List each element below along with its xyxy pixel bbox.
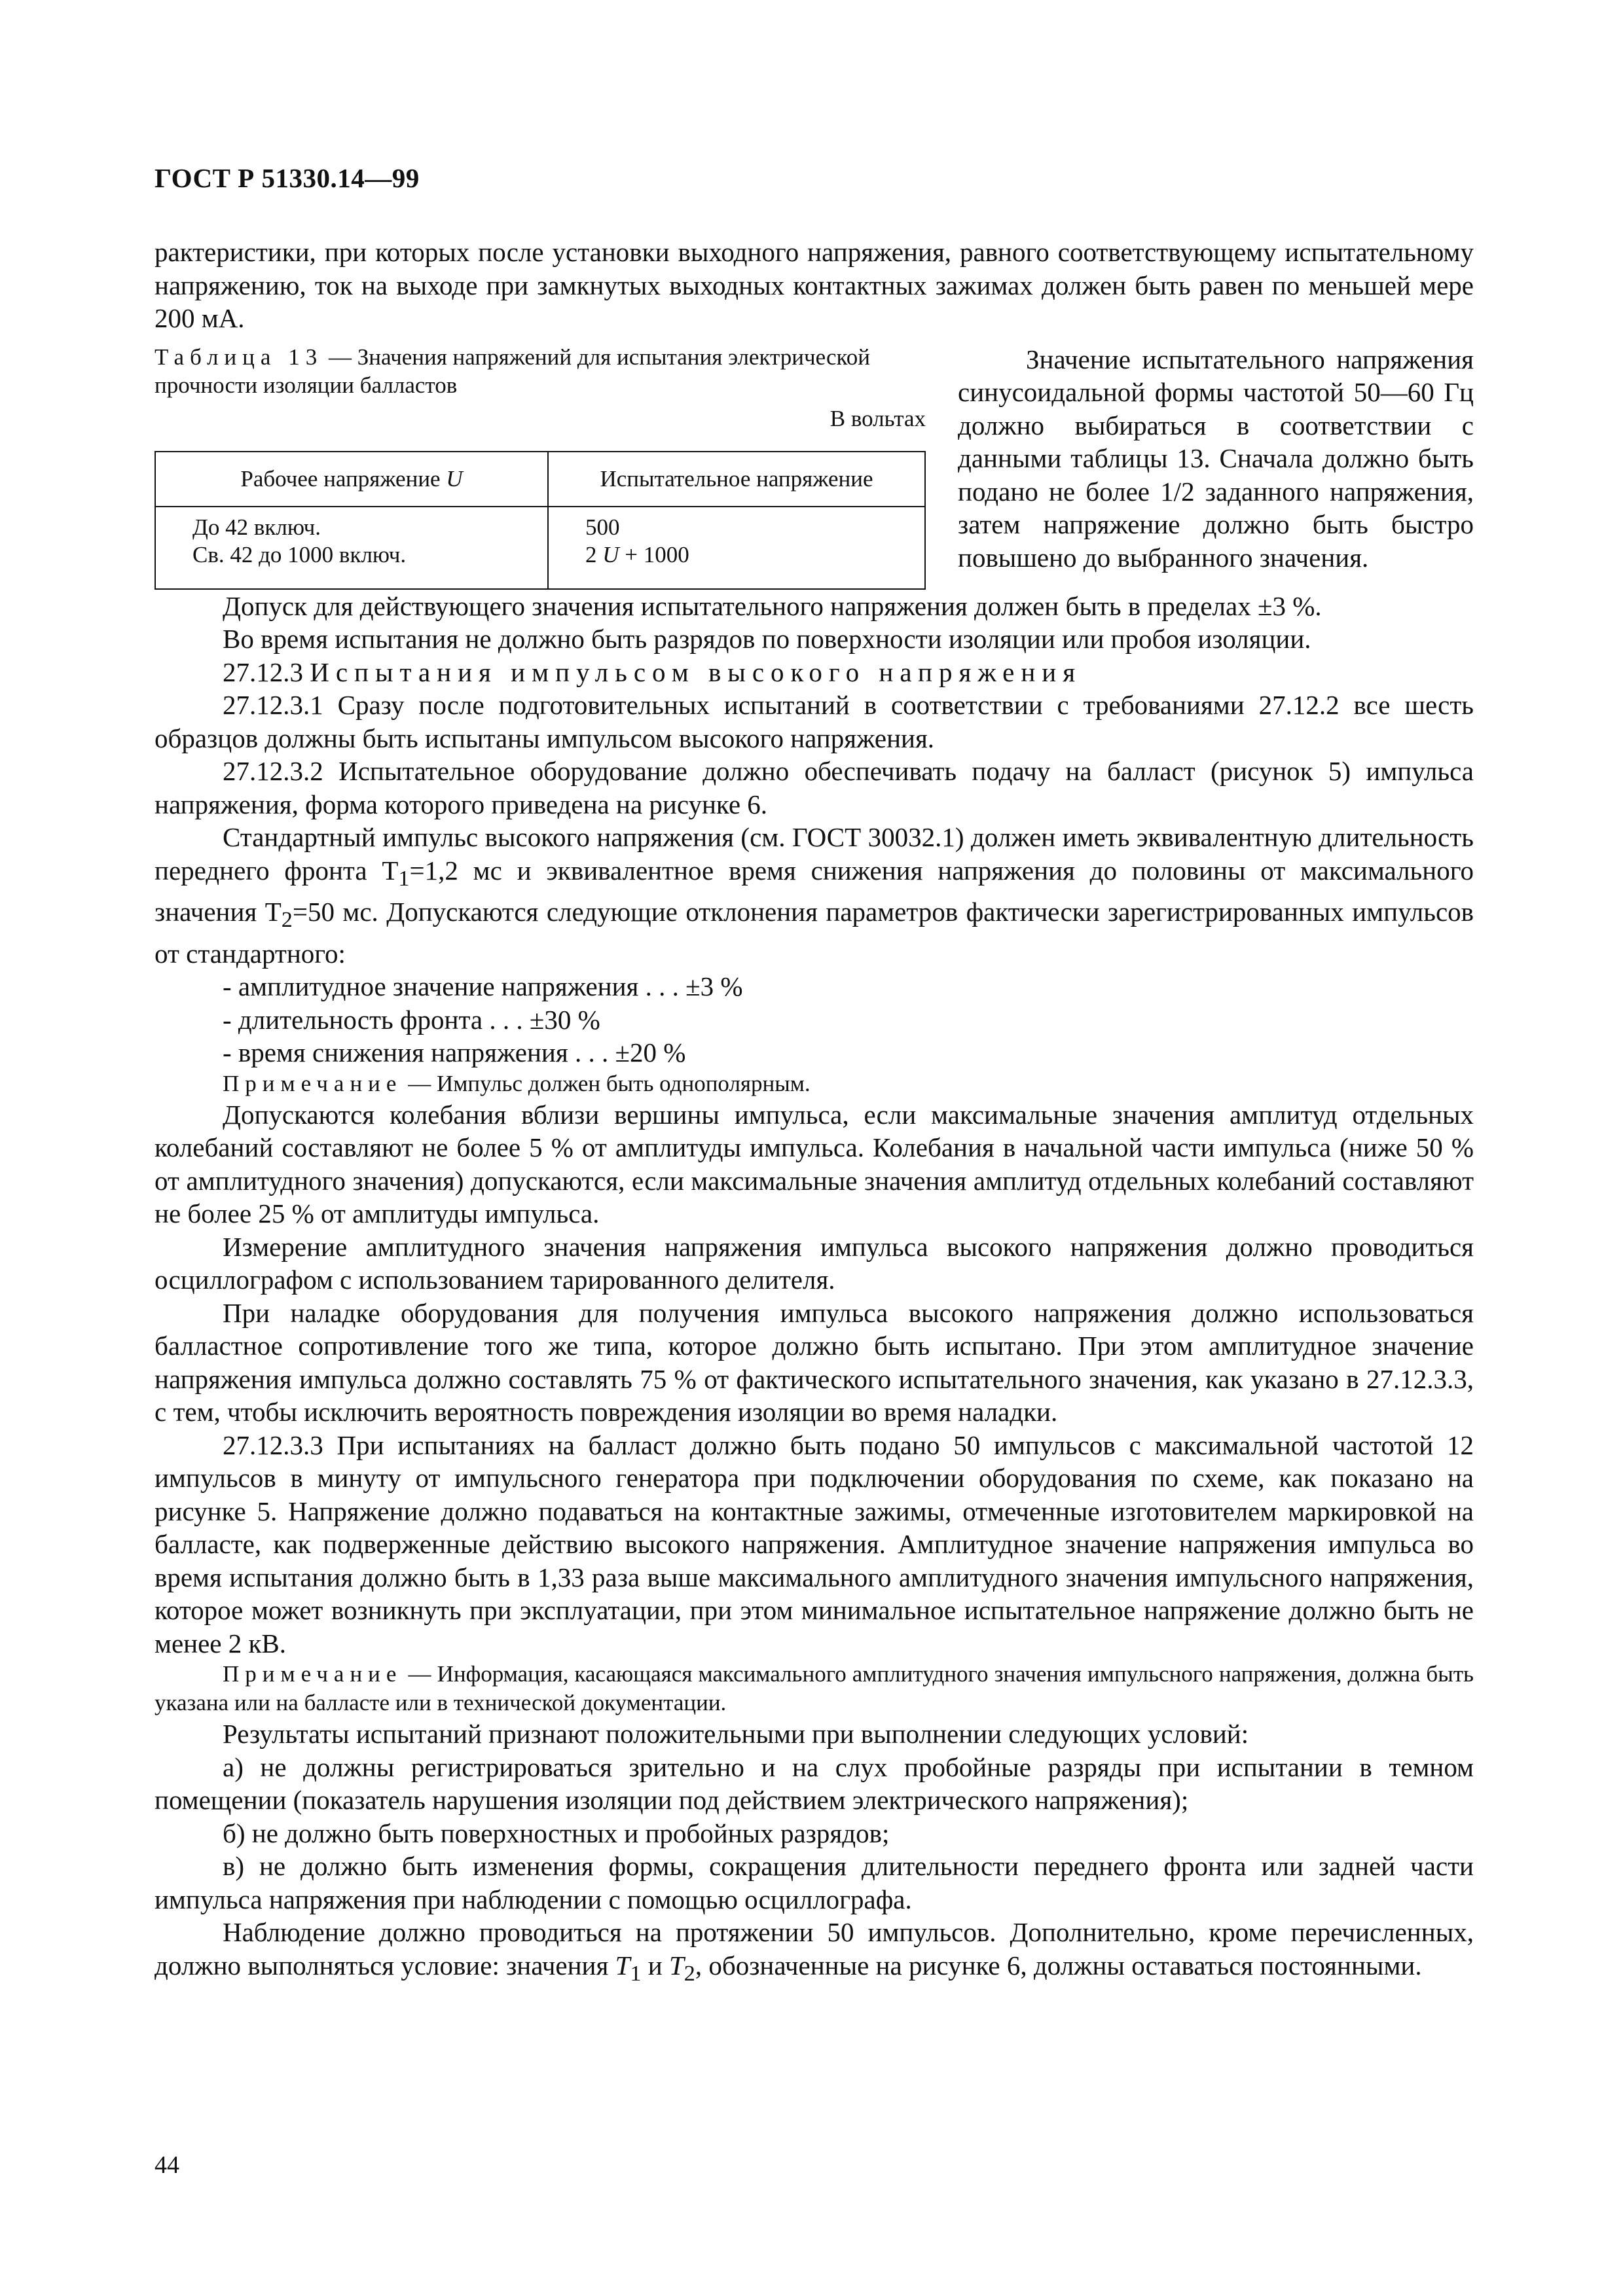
standard-pulse-paragraph bbox=[155, 821, 1474, 970]
test-voltage-prefix: 2 bbox=[585, 541, 603, 567]
standard-pulse-text-3: =50 мс. Допускаются следующие отклонения параметров фактически зарегистрированных импульсов от стандартного: bbox=[155, 897, 1474, 969]
paragraph-27-12-3-2: 27.12.3.2 Испытательное оборудование должно обеспечивать подачу на балласт (рисунок 5) импульса напряжения, форма которого приведена на рисунке 6. bbox=[155, 756, 1474, 819]
test-voltage-symbol: U bbox=[602, 541, 619, 567]
page-body bbox=[155, 236, 1474, 1991]
intro-paragraph: рактеристики, при которых после установки выходного напряжения, равного соответствующему испытательному напряжению, ток на выходе при замкнутых выходных контактных зажимах должен быть равен по меньшей мере 200 мА. bbox=[155, 237, 1474, 333]
deviation-item-decay: - время снижения напряжения . . . ±20 % bbox=[223, 1037, 686, 1068]
test-voltage-row-1: 500 bbox=[585, 514, 620, 540]
tolerance-paragraph: Допуск для действующего значения испытательного напряжения должен быть в пределах ±3 %. bbox=[223, 590, 1322, 621]
test-voltage-suffix: + 1000 bbox=[619, 541, 689, 567]
table-caption-label: Таблица 13 bbox=[155, 344, 323, 370]
measurement-paragraph: Измерение амплитудного значения напряжения импульса высокого напряжения должно проводиться осциллографом с использованием тарированного делителя. bbox=[155, 1231, 1474, 1295]
table-row bbox=[155, 507, 925, 589]
page-number: 44 bbox=[155, 2151, 179, 2179]
side-paragraph bbox=[958, 343, 1474, 590]
table-header-working-voltage bbox=[155, 452, 548, 507]
table-header-row bbox=[155, 452, 925, 507]
note-label: Примечание bbox=[223, 1070, 403, 1096]
table-13-block bbox=[155, 343, 926, 590]
table-caption bbox=[155, 343, 926, 399]
condition-item-a: а) не должны регистрироваться зрительно и на слух пробойные разряды при испытании в темном помещении (показатель нарушения изоляции под действием электрического напряжения); bbox=[155, 1751, 1474, 1816]
no-discharge-paragraph: Во время испытания не должно быть разрядов по поверхности изоляции или пробоя изоляции. bbox=[223, 624, 1311, 654]
condition-item-c: в) не должно быть изменения формы, сокращения длительности переднего фронта или задней части импульса напряжения при наблюдении с помощью осциллографа. bbox=[155, 1851, 1474, 1914]
final-symbol-t2: T bbox=[668, 1950, 684, 1981]
condition-item-b: б) не должно быть поверхностных и пробойных разрядов; bbox=[223, 1818, 890, 1848]
standard-pulse-text-2: =1,2 мс и эквивалентное время снижения напряжения до половины от максимального значения T bbox=[155, 855, 1474, 927]
table-units: В вольтах bbox=[830, 405, 926, 431]
standard-pulse-sub-1: 1 bbox=[398, 866, 410, 891]
final-text-mid: и bbox=[641, 1950, 669, 1981]
section-number: 27.12.3 bbox=[223, 656, 303, 687]
deviation-item-amplitude: - амплитудное значение напряжения . . . ±3 % bbox=[223, 971, 743, 1002]
deviation-item-front: - длительность фронта . . . ±30 % bbox=[223, 1004, 600, 1035]
paragraph-27-12-3-3: 27.12.3.3 При испытаниях на балласт должно быть подано 50 импульсов с максимальной частотой 12 импульсов в минуту от импульсного генератора при подключении оборудования по схеме, как показано на рисунке 5. Напряжение должно подаваться на контактные зажимы, отмеченные изготовителем маркировкой на балласте, как подверженные действию высокого напряжения. Амплитудное значение напряжения импульса во время испытания должно быть в 1,33 раза выше максимального амплитудного значения импульсного напряжения, которое может возникнуть при эксплуатации, при этом минимальное испытательное напряжение должно быть не менее 2 кВ. bbox=[155, 1429, 1474, 1659]
working-voltage-cell bbox=[155, 507, 548, 589]
document-code-header: ГОСТ Р 51330.14—99 bbox=[155, 163, 420, 193]
working-voltage-header-text: Рабочее напряжение bbox=[240, 465, 447, 492]
standard-pulse-sub-2: 2 bbox=[281, 908, 293, 933]
final-sub-2: 2 bbox=[684, 1962, 695, 1986]
table-section bbox=[155, 343, 1474, 590]
standard-pulse-text-1: Стандартный импульс высокого напряжения (см. ГОСТ 30032.1) должен иметь эквивалентную длительность переднего фронта T bbox=[155, 822, 1474, 886]
note-unipolar bbox=[155, 1069, 1474, 1098]
final-symbol-t1: T bbox=[615, 1950, 630, 1981]
adjustment-paragraph: При наладке оборудования для получения импульса высокого напряжения должно использоваться балластное сопротивление того же типа, которое должно быть испытано. При этом амплитудное значение напряжения импульса должно составлять 75 % от фактического испытательного значения, как указано в 27.12.3.3, с тем, чтобы исключить вероятность повреждения изоляции во время наладки. bbox=[155, 1297, 1474, 1427]
oscillations-paragraph: Допускаются колебания вблизи вершины импульса, если максимальные значения амплитуд отдельных колебаний составляют не более 5 % от амплитуды импульса. Колебания в начальной части импульса (ниже 50 % от амплитудного значения) допускаются, если максимальные значения амплитуд отдельных колебаний составляют не более 25 % от амплитуды импульса. bbox=[155, 1099, 1474, 1229]
results-paragraph: Результаты испытаний признают положительными при выполнении следующих условий: bbox=[223, 1719, 1249, 1749]
note-text: — Информация, касающаяся максимального амплитудного значения импульсного напряжения, должна быть указана или на балласте или в технической документации. bbox=[155, 1661, 1474, 1716]
table-header-test-voltage: Испытательное напряжение bbox=[548, 452, 925, 507]
final-paragraph bbox=[155, 1916, 1474, 1990]
working-voltage-row-1: До 42 включ. bbox=[192, 514, 321, 540]
final-text-2: , обозначенные на рисунке 6, должны оставаться постоянными. bbox=[695, 1950, 1422, 1981]
paragraph-27-12-3-1: 27.12.3.1 Сразу после подготовительных испытаний в соответствии с требованиями 27.12.2 все шесть образцов должны быть испытаны импульсом высокого напряжения. bbox=[155, 690, 1474, 753]
working-voltage-header-symbol: U bbox=[446, 465, 463, 492]
final-sub-1: 1 bbox=[630, 1962, 642, 1986]
working-voltage-row-2: Св. 42 до 1000 включ. bbox=[192, 541, 407, 567]
section-heading bbox=[155, 656, 1474, 689]
section-title: Испытания импульсом высокого напряжения bbox=[310, 656, 1082, 687]
final-text-1: Наблюдение должно проводиться на протяжении 50 импульсов. Дополнительно, кроме перечисленных, должно выполняться условие: значения bbox=[155, 1917, 1474, 1981]
note-label: Примечание bbox=[223, 1661, 403, 1687]
test-voltage-cell bbox=[548, 507, 925, 589]
table-caption-text: — Значения напряжений для испытания электрической прочности изоляции балластов bbox=[155, 344, 870, 398]
voltage-table bbox=[155, 451, 926, 590]
side-paragraph-text: Значение испытательного напряжения синусоидальной формы частотой 50—60 Гц должно выбираться в соответствии с данными таблицы 13. Сначала должно быть подано не более 1/2 заданного напряжения, затем напряжение должно быть быстро повышено до выбранного значения. bbox=[958, 344, 1474, 573]
test-voltage-row-2 bbox=[585, 541, 909, 569]
note-amplitude-info bbox=[155, 1660, 1474, 1717]
note-text: — Импульс должен быть однополярным. bbox=[402, 1070, 811, 1096]
